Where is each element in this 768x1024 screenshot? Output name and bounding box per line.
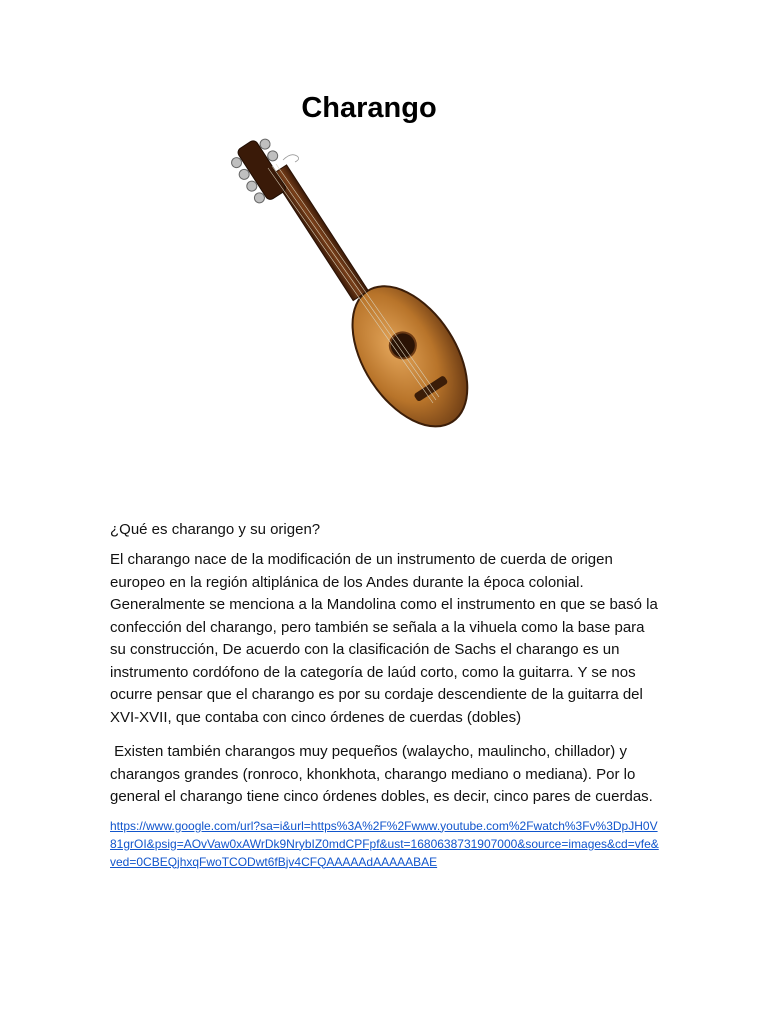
- section-question: ¿Qué es charango y su origen?: [110, 521, 321, 538]
- page-title: Charango: [301, 92, 437, 124]
- paragraph-types: Existen también charangos muy pequeños (walaycho, maulincho, chillador) y charangos grandes (ronroco, khonkhota, charango mediano o mediana). Por lo general el charango tiene cinco órdenes dobles, es decir, cinco pares de cuerdas.: [110, 743, 653, 805]
- article-body: [110, 519, 658, 871]
- charango-image: [228, 138, 478, 438]
- paragraph-origin: El charango nace de la modificación de un instrumento de cuerda de origen europeo en la región altiplánica de los Andes durante la época colonial. Generalmente se menciona a la Mandolina como el instrumento en que se basó la confección del charango, pero también se señala a la vihuela como la base para su construcción, De acuerdo con la clasificación de Sachs el charango es un instrumento cordófono de la categoría de laúd corto, como la guitarra. Y se nos ocurre pensar que el charango es por su cordaje descendiente de la guitarra del XVI-XVII, que contaba con cinco órdenes de cuerdas (dobles): [110, 551, 658, 726]
- source-link[interactable]: https://www.google.com/url?sa=i&url=https%3A%2F%2Fwww.youtube.com%2Fwatch%3Fv%3DpJH0V81grOI&psig=AOvVaw0xAWrDk9NrybIZ0mdCPFpf&ust=1680638731907000&source=images&cd=vfe&ved=0CBEQjhxqFwoTCODwt6fBjv4CFQAAAAAdAAAAABAE: [110, 818, 659, 869]
